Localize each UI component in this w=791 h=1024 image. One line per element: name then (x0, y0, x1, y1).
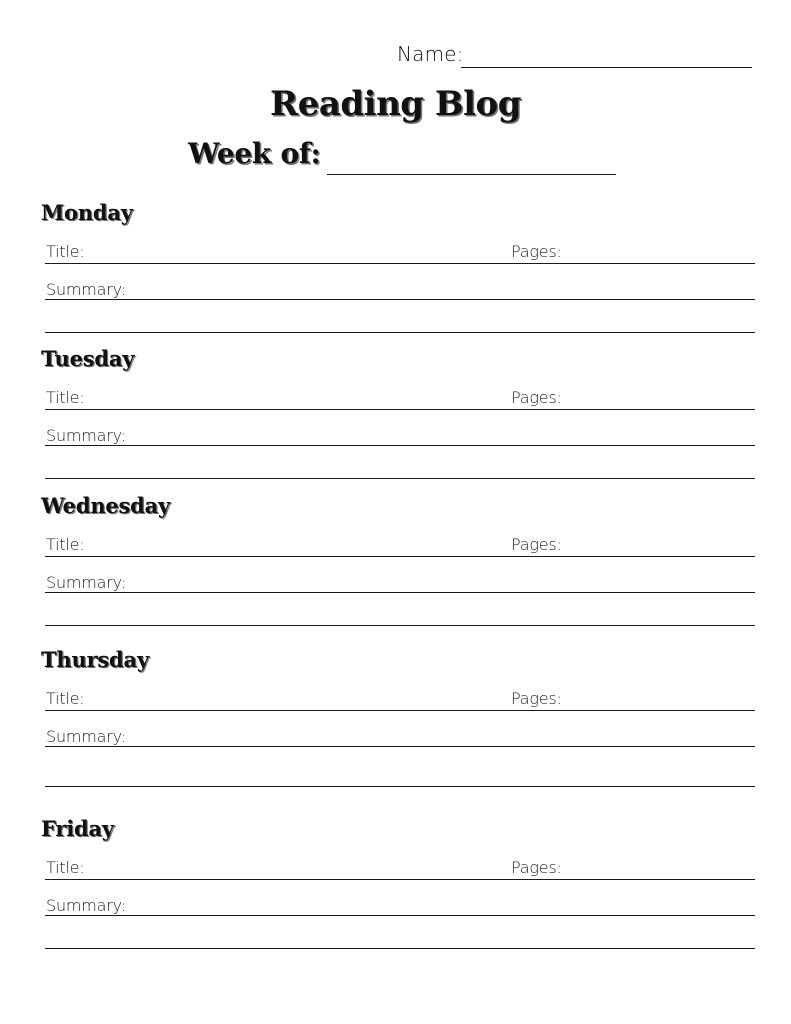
day-heading: Tuesday (41, 346, 135, 371)
name-label: Name: (397, 42, 464, 66)
pages-label: Pages: (511, 689, 562, 708)
day-heading: Thursday (41, 647, 149, 672)
day-section-thursday (0, 647, 791, 797)
title-label: Title: (46, 689, 85, 708)
summary-line[interactable] (45, 915, 755, 916)
summary-line[interactable] (45, 746, 755, 747)
pages-label: Pages: (511, 858, 562, 877)
summary-line-2[interactable] (45, 478, 755, 479)
pages-label: Pages: (511, 242, 562, 261)
title-pages-line[interactable] (45, 263, 755, 264)
title-label: Title: (46, 858, 85, 877)
summary-line-2[interactable] (45, 948, 755, 949)
title-label: Title: (46, 535, 85, 554)
title-label: Title: (46, 388, 85, 407)
week-of-input-line[interactable] (327, 174, 616, 175)
pages-label: Pages: (511, 388, 562, 407)
day-section-friday (0, 816, 791, 966)
summary-line[interactable] (45, 445, 755, 446)
summary-line[interactable] (45, 592, 755, 593)
week-of-label: Week of: (188, 137, 321, 170)
pages-label: Pages: (511, 535, 562, 554)
day-section-monday (0, 200, 791, 350)
summary-label: Summary: (46, 727, 126, 746)
title-pages-line[interactable] (45, 409, 755, 410)
title-pages-line[interactable] (45, 710, 755, 711)
summary-label: Summary: (46, 896, 126, 915)
summary-line-2[interactable] (45, 625, 755, 626)
title-pages-line[interactable] (45, 879, 755, 880)
summary-label: Summary: (46, 426, 126, 445)
title-label: Title: (46, 242, 85, 261)
title-pages-line[interactable] (45, 556, 755, 557)
summary-line[interactable] (45, 299, 755, 300)
day-section-wednesday (0, 493, 791, 643)
summary-line-2[interactable] (45, 332, 755, 333)
page-title: Reading Blog (269, 84, 522, 124)
day-heading: Friday (41, 816, 114, 841)
name-input-line[interactable] (461, 67, 752, 68)
summary-label: Summary: (46, 280, 126, 299)
day-section-tuesday (0, 346, 791, 496)
summary-label: Summary: (46, 573, 126, 592)
summary-line-2[interactable] (45, 786, 755, 787)
day-heading: Wednesday (41, 493, 171, 518)
day-heading: Monday (41, 200, 133, 225)
